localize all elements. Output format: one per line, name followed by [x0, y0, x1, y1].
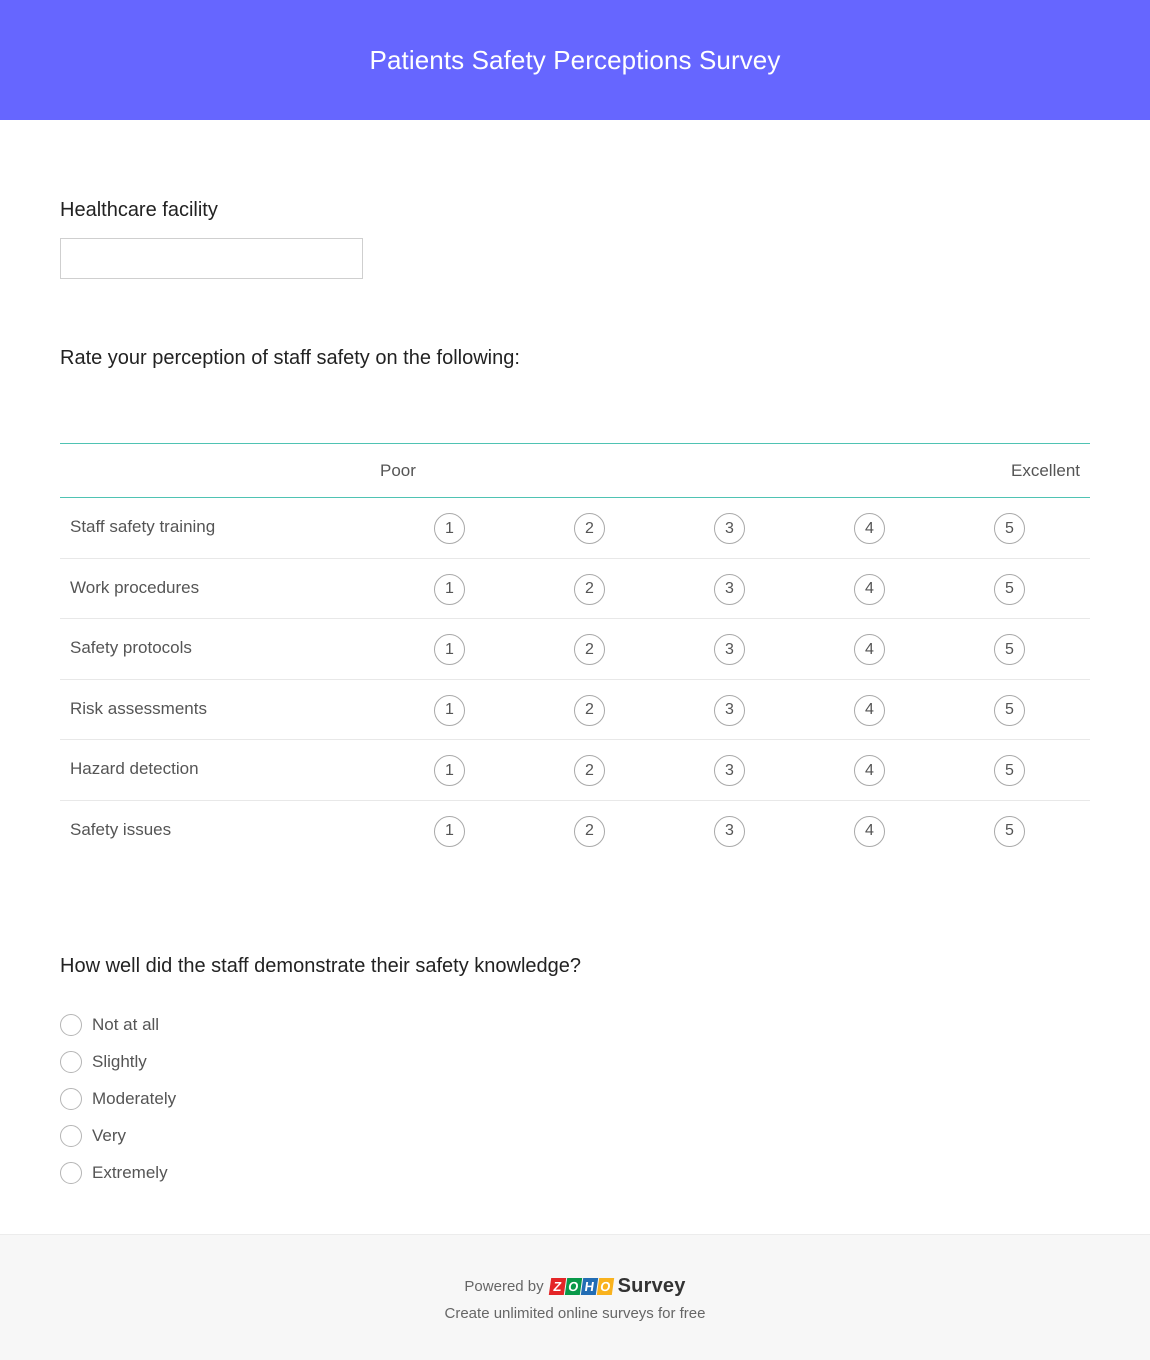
- matrix-row-label: Safety issues: [70, 819, 172, 839]
- question-safety-knowledge-label: How well did the staff demonstrate their safety knowledge?: [60, 955, 582, 977]
- zoho-logo-letter-o-2: O: [596, 1278, 613, 1295]
- rating-option-5[interactable]: 5: [994, 755, 1025, 786]
- radio-button[interactable]: [60, 1014, 82, 1036]
- zoho-logo-letter-o: O: [564, 1278, 581, 1295]
- radio-button[interactable]: [60, 1162, 82, 1184]
- zoho-logo-letter-z: Z: [548, 1278, 565, 1295]
- rating-matrix: [60, 443, 1090, 861]
- powered-by: [0, 1275, 1150, 1298]
- rating-option-4[interactable]: 4: [854, 634, 885, 665]
- rating-option-3[interactable]: 3: [714, 513, 745, 544]
- zoho-logo-letter-h: H: [580, 1278, 597, 1295]
- rating-option-2[interactable]: 2: [574, 816, 605, 847]
- rating-option-2[interactable]: 2: [574, 695, 605, 726]
- survey-header: [0, 0, 1150, 120]
- rating-option-2[interactable]: 2: [574, 634, 605, 665]
- radio-option[interactable]: [60, 1154, 176, 1191]
- matrix-row-label: Risk assessments: [70, 698, 207, 718]
- radio-option[interactable]: [60, 1043, 176, 1080]
- matrix-row-label: Work procedures: [70, 577, 200, 597]
- rating-option-1[interactable]: 1: [434, 513, 465, 544]
- matrix-row: [60, 559, 1090, 620]
- radio-option-label: Not at all: [92, 1014, 160, 1034]
- radio-button[interactable]: [60, 1125, 82, 1147]
- matrix-row-label: Staff safety training: [70, 517, 216, 536]
- matrix-header: [60, 443, 1090, 498]
- radio-option-label: Extremely: [92, 1162, 168, 1182]
- matrix-row: [60, 740, 1090, 801]
- healthcare-facility-input[interactable]: [60, 238, 363, 279]
- rating-option-2[interactable]: 2: [574, 513, 605, 544]
- rating-option-5[interactable]: 5: [994, 634, 1025, 665]
- question-healthcare-facility-label: Healthcare facility: [60, 199, 218, 221]
- radio-option[interactable]: [60, 1006, 176, 1043]
- radio-option-label: Very: [92, 1125, 127, 1145]
- rating-option-3[interactable]: 3: [714, 755, 745, 786]
- scale-high-label: Excellent: [1011, 461, 1080, 480]
- rating-option-5[interactable]: 5: [994, 513, 1025, 544]
- rating-option-2[interactable]: 2: [574, 574, 605, 605]
- rating-option-3[interactable]: 3: [714, 574, 745, 605]
- footer: [0, 1234, 1150, 1360]
- radio-button[interactable]: [60, 1051, 82, 1073]
- rating-option-5[interactable]: 5: [994, 574, 1025, 605]
- radio-option-label: Moderately: [92, 1088, 177, 1108]
- rating-option-3[interactable]: 3: [714, 695, 745, 726]
- safety-knowledge-options: [60, 1006, 176, 1191]
- rating-option-5[interactable]: 5: [994, 695, 1025, 726]
- rating-option-4[interactable]: 4: [854, 695, 885, 726]
- radio-button[interactable]: [60, 1088, 82, 1110]
- powered-by-text: Powered by: [464, 1278, 544, 1295]
- matrix-row: [60, 619, 1090, 680]
- radio-option[interactable]: [60, 1080, 176, 1117]
- rating-option-4[interactable]: 4: [854, 816, 885, 847]
- rating-option-1[interactable]: 1: [434, 574, 465, 605]
- matrix-row: [60, 680, 1090, 741]
- footer-tagline[interactable]: Create unlimited online surveys for free: [444, 1305, 706, 1322]
- rating-option-3[interactable]: 3: [714, 634, 745, 665]
- zoho-logo[interactable]: [550, 1278, 614, 1295]
- rating-option-1[interactable]: 1: [434, 634, 465, 665]
- rating-option-4[interactable]: 4: [854, 755, 885, 786]
- rating-option-1[interactable]: 1: [434, 695, 465, 726]
- rating-option-3[interactable]: 3: [714, 816, 745, 847]
- radio-option-label: Slightly: [92, 1051, 147, 1071]
- rating-option-1[interactable]: 1: [434, 816, 465, 847]
- rating-option-4[interactable]: 4: [854, 513, 885, 544]
- radio-option[interactable]: [60, 1117, 176, 1154]
- matrix-row-label: Hazard detection: [70, 759, 199, 778]
- rating-option-5[interactable]: 5: [994, 816, 1025, 847]
- rating-option-4[interactable]: 4: [854, 574, 885, 605]
- matrix-row: [60, 498, 1090, 559]
- scale-low-label: Poor: [380, 461, 416, 480]
- rating-option-2[interactable]: 2: [574, 755, 605, 786]
- product-name: Survey: [617, 1275, 686, 1297]
- matrix-row-label: Safety protocols: [70, 638, 192, 657]
- matrix-row: [60, 801, 1090, 862]
- rating-option-1[interactable]: 1: [434, 755, 465, 786]
- survey-title: Patients Safety Perceptions Survey: [369, 44, 781, 75]
- question-staff-safety-label: Rate your perception of staff safety on the following:: [60, 347, 520, 369]
